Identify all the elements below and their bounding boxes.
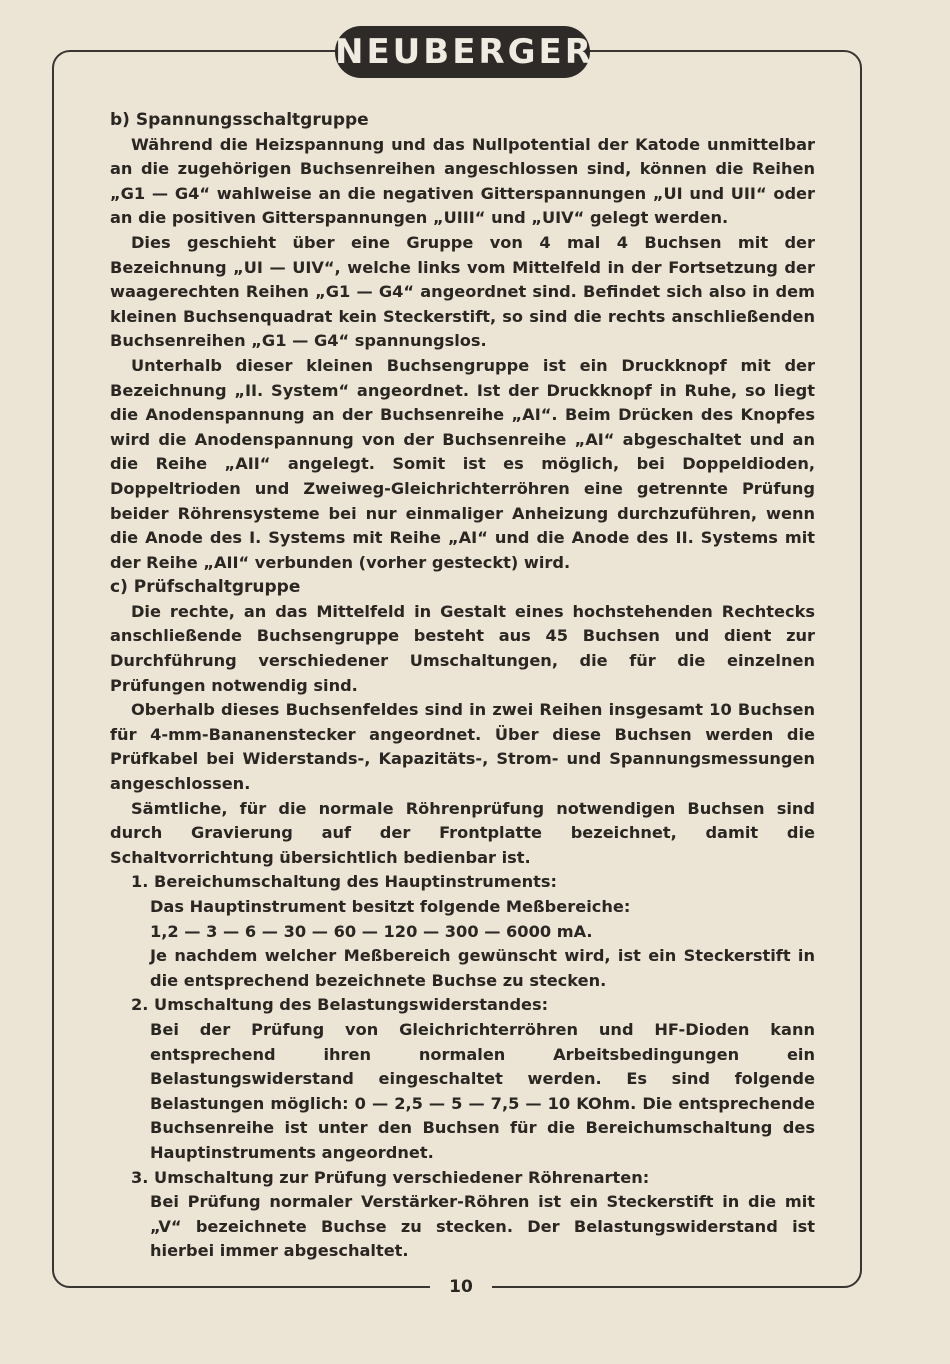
section-c-paragraph-1: Die rechte, an das Mittelfeld in Gestalt eines hochstehenden Rechtecks anschließende Buchsengruppe besteht aus 45 Buchsen und dient zur Durchführung verschiedener Umschaltungen, die für die einzelnen Prüfungen notwendig sind. bbox=[110, 601, 815, 695]
brand-logo: NEUBERGER bbox=[335, 26, 590, 78]
section-b-paragraph-2: Dies geschieht über eine Gruppe von 4 mal 4 Buchsen mit der Bezeichnung „UI — UIV“, welche links vom Mittelfeld in der Fortsetzung der waagerechten Reihen „G1 — G4“ angeordnet sind. Befindet sich also in dem kleinen Buchsenquadrat kein Steckerstift, so sind die rechts anschließenden Buchsenreihen „G1 — G4“ spannungslos. bbox=[110, 232, 815, 351]
item-1-line-2: 1,2 — 3 — 6 — 30 — 60 — 120 — 300 — 6000 mA. bbox=[150, 921, 593, 941]
section-c-paragraph-2: Oberhalb dieses Buchsenfeldes sind in zwei Reihen insgesamt 10 Buchsen für 4-mm-Bananenstecker angeordnet. Über diese Buchsen werden die Prüfkabel bei Widerstands-, Kapazitäts-, Strom- und Spannungsmessungen angeschlossen. bbox=[110, 700, 815, 794]
item-1-line-3: Je nachdem welcher Meßbereich gewünscht wird, ist ein Steckerstift in die entsprechend bezeichnete Buchse zu stecken. bbox=[150, 946, 815, 990]
section-c-paragraph-3: Sämtliche, für die normale Röhrenprüfung notwendigen Buchsen sind durch Gravierung auf der Frontplatte bezeichnet, damit die Schaltvorrichtung übersichtlich bedienbar ist. bbox=[110, 798, 815, 867]
item-1-line-1: Das Hauptinstrument besitzt folgende Meßbereiche: bbox=[150, 897, 631, 916]
item-2-title: 2. Umschaltung des Belastungswiderstandes: bbox=[131, 995, 549, 1015]
section-c-heading: c) Prüfschaltgruppe bbox=[110, 577, 301, 598]
item-1-title: 1. Bereichumschaltung des Hauptinstruments: bbox=[131, 872, 557, 892]
document-body bbox=[110, 108, 815, 1264]
item-3-line-1: Bei Prüfung normaler Verstärker-Röhren ist ein Steckerstift in die mit „V“ bezeichnete Buchse zu stecken. Der Belastungswiderstand ist hierbei immer abgeschaltet. bbox=[150, 1192, 815, 1261]
section-b-paragraph-1: Während die Heizspannung und das Nullpotential der Katode unmittelbar an die zugehörigen Buchsenreihen angeschlossen sind, können die Reihen „G1 — G4“ wahlweise an die negativen Gitterspannungen „UI und UII“ oder an die positiven Gitterspannungen „UIII“ und „UIV“ gelegt werden. bbox=[110, 134, 815, 228]
page-number: 10 bbox=[430, 1274, 492, 1300]
section-b-heading: b) Spannungsschaltgruppe bbox=[110, 110, 369, 130]
item-3-title: 3. Umschaltung zur Prüfung verschiedener Röhrenarten: bbox=[131, 1167, 650, 1187]
item-2-line-1: Bei der Prüfung von Gleichrichterröhren und HF-Dioden kann entsprechend ihren normalen Arbeitsbedingungen ein Belastungswiderstand eingeschaltet werden. Es sind folgende Belastungen möglich: 0 — 2,5 — 5 — 7,5 — 10 KOhm. Die entsprechende Buchsenreihe ist unter den Buchsen für die Bereichumschaltung des Hauptinstruments angeordnet. bbox=[150, 1019, 815, 1162]
section-b-paragraph-3: Unterhalb dieser kleinen Buchsengruppe ist ein Druckknopf mit der Bezeichnung „II. System“ angeordnet. Ist der Druckknopf in Ruhe, so liegt die Anodenspannung an der Buchsenreihe „AI“. Beim Drücken des Knopfes wird die Anodenspannung von der Buchsenreihe „AI“ abgeschaltet und an die Reihe „AII“ angelegt. Somit ist es möglich, bei Doppeldioden, Doppeltrioden und Zweiweg-Gleichrichterröhren eine getrennte Prüfung beider Röhrensysteme bei nur einmaliger Anheizung durchzuführen, wenn die Anode des I. Systems mit Reihe „AI“ und die Anode des II. Systems mit der Reihe „AII“ verbunden (vorher gesteckt) wird. bbox=[110, 355, 815, 572]
